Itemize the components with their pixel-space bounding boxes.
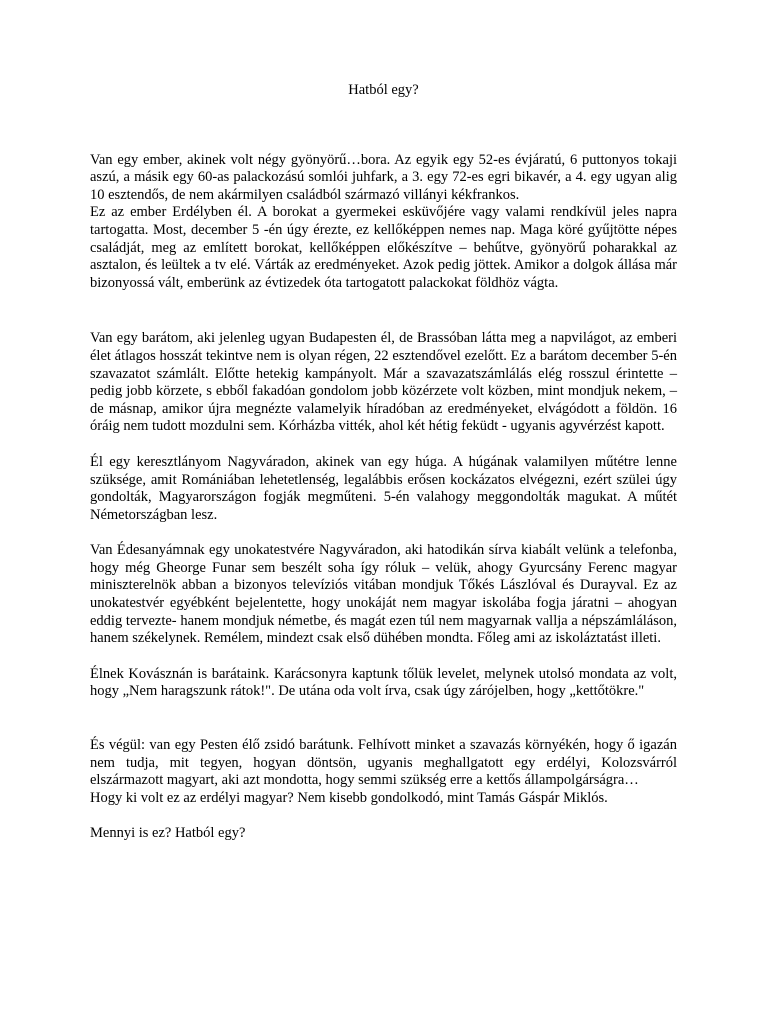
paragraph-spacer (90, 807, 677, 825)
paragraph-spacer (90, 701, 677, 737)
paragraph-line: Van egy barátom, aki jelenleg ugyan Budapesten él, de Brassóban látta meg a napvilágot, az emberi élet átlagos hosszát tekintve nem is olyan régen, 22 esztendővel ezelőtt. Ez a barátom december 5-én szavazatot számlált. Előtte hetekig kampányolt. Már a szavazatszámlálás elég rosszul érintette – pedig jobb körzete, s ebből fakadóan gondolom jobb közérzete volt közben, mint mondjuk nekem, – de másnap, amikor újra megnézte valamelyik híradóban az eredményeket, elvágódott a földön. 16 óráig nem tudott mozdulni sem. Kórházba vitték, ahol két hétig feküdt - ugyanis agyvérzést kapott. (90, 330, 677, 435)
paragraph-spacer (90, 436, 677, 454)
paragraph-cousin (90, 542, 677, 648)
document-page (90, 82, 677, 843)
document-title: Hatból egy? (348, 82, 419, 98)
paragraph-line: Élnek Kovásznán is barátaink. Karácsonyra kaptunk tőlük levelet, melynek utolsó mondata az volt, hogy „Nem haragszunk rátok!". De utána oda volt írva, csak úgy zárójelben, hogy „kettőtökre." (90, 665, 677, 700)
paragraph-line: Ez az ember Erdélyben él. A borokat a gyermekei esküvőjére vagy valami rendkívül jeles napra tartogatta. Most, december 5 -én úgy érezte, ez kellőképpen nemes nap. Maga köré gyűjtötte népes családját, meg az említett borokat, kellőképpen előkészítve – behűtve, gyönyörű poharakkal az asztalon, és leültek a tv elé. Várták az eredményeket. Azok pedig jöttek. Amikor a dolgok állása már bizonyossá vált, emberünk az évtizedek óta tartogatott palackokat földhöz vágta. (90, 204, 677, 291)
paragraph-line: Mennyi is ez? Hatból egy? (90, 825, 246, 842)
paragraph-line: Él egy keresztlányom Nagyváradon, akinek van egy húga. A húgának valamilyen műtétre lenne szüksége, amit Romániában lehetetlenség, legalábbis erősen kockázatos elvégezni, ezért szülei úgy gondolták, Magyarországon fogják megműteni. 5-én valahogy meggondolták magukat. A műtét Németországban lesz. (90, 453, 677, 523)
paragraph-line: És végül: van egy Pesten élő zsidó barátunk. Felhívott minket a szavazás környékén, hogy ő igazán nem tudja, mit tegyen, hogyan döntsön, ugyanis meghallgatott egy erdélyi, Kolozsvárról elszármazott magyart, aki azt mondotta, hogy semmi szükség erre a kettős állampolgárságra… (90, 737, 677, 789)
paragraph-wine-story (90, 152, 677, 293)
paragraph-spacer (90, 292, 677, 330)
paragraph-kovaszna (90, 666, 677, 701)
paragraph-spacer (90, 648, 677, 666)
paragraph-line: Van Édesanyámnak egy unokatestvére Nagyváradon, aki hatodikán sírva kiabált velünk a telefonba, hogy még Gheorge Funar sem beszélt soha így róluk – velük, ahogy Gyurcsány Ferenc magyar miniszterelnök abban a bizonyos televíziós vitában mondjuk Tőkés Lászlóval és Durayval. Ez az unokatestvér egyébként bejelentette, hogy unokáját nem magyar iskolába fogja járatni – ahogyan eddig tervezte- hanem mondjuk németbe, és magát ezen túl nem magyarnak vallja a népszámláláson, hanem székelynek. Remélem, mindezt csak első dühében mondta. Főleg ami az iskoláztatást illeti. (90, 542, 677, 647)
paragraph-friend-brasov (90, 330, 677, 436)
paragraph-goddaughter (90, 454, 677, 524)
paragraph-line: Van egy ember, akinek volt négy gyönyörű…bora. Az egyik egy 52-es évjáratú, 6 puttonyos tokaji aszú, a másik egy 60-as palackozású somlói juhfark, a 3. egy 72-es egri bikavér, a 4. egy ugyan alig 10 esztendős, de nem akármilyen családból származó villányi kékfrankos. (90, 151, 677, 203)
paragraph-spacer (90, 524, 677, 542)
paragraph-pest-friend (90, 737, 677, 807)
paragraph-closing (90, 825, 677, 843)
paragraph-line: Hogy ki volt ez az erdélyi magyar? Nem kisebb gondolkodó, mint Tamás Gáspár Miklós. (90, 789, 608, 806)
